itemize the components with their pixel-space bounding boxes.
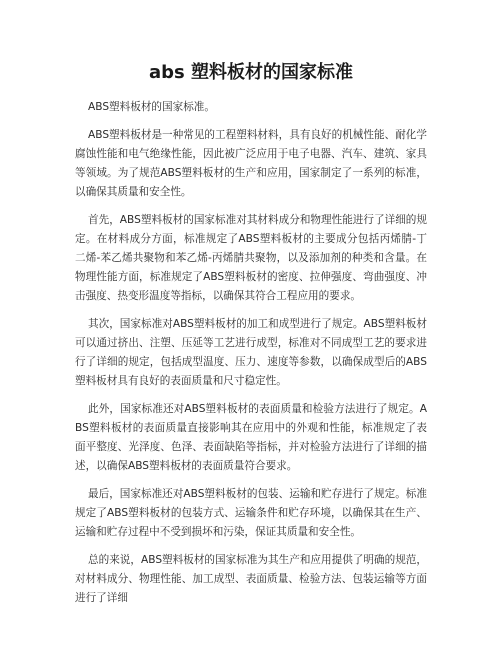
paragraph-7: 总的来说，ABS塑料板材的国家标准为其生产和应用提供了明确的规范，对材料成分、物理性能、加工成型、表面质量、检验方法、包装运输等方面进行了详细: [75, 554, 427, 604]
paragraph-5: 此外，国家标准还对ABS塑料板材的表面质量和检验方法进行了规定。ABS塑料板材的表面质量直接影响其在应用中的外观和性能，标准规定了表面平整度、光泽度、色泽、表面缺陷等指标，并对检验方法进行了详细的描述，以确保ABS塑料板材的表面质量符合要求。: [75, 403, 427, 472]
document-title: abs 塑料板材的国家标准: [148, 62, 353, 83]
paragraph-4: 其次，国家标准对ABS塑料板材的加工和成型进行了规定。ABS塑料板材可以通过挤出、注塑、压延等工艺进行成型，标准对不同成型工艺的要求进行了详细的规定，包括成型温度、压力、速度等参数，以确保成型后的ABS塑料板材具有良好的表面质量和尺寸稳定性。: [75, 318, 427, 387]
paragraph-3: 首先，ABS塑料板材的国家标准对其材料成分和物理性能进行了详细的规定。在材料成分方面，标准规定了ABS塑料板材的主要成分包括丙烯腈-丁二烯-苯乙烯共聚物和苯乙烯-丙烯腈共聚物，以及添加剂的种类和含量。在物理性能方面，标准规定了ABS塑料板材的密度、拉伸强度、弯曲强度、冲击强度、热变形温度等指标，以确保其符合工程应用的要求。: [75, 214, 427, 302]
document-body: [75, 98, 427, 617]
paragraph-6: 最后，国家标准还对ABS塑料板材的包装、运输和贮存进行了规定。标准规定了ABS塑料板材的包装方式、运输条件和贮存环境，以确保其在生产、运输和贮存过程中不受到损坏和污染，保证其质量和安全性。: [75, 488, 427, 538]
paragraph-1: ABS塑料板材的国家标准。: [88, 101, 215, 113]
paragraph-2: ABS塑料板材是一种常见的工程塑料材料，具有良好的机械性能、耐化学腐蚀性能和电气绝缘性能，因此被广泛应用于电子电器、汽车、建筑、家具等领域。为了规范ABS塑料板材的生产和应用，国家制定了一系列的标准，以确保其质量和安全性。: [75, 129, 427, 198]
